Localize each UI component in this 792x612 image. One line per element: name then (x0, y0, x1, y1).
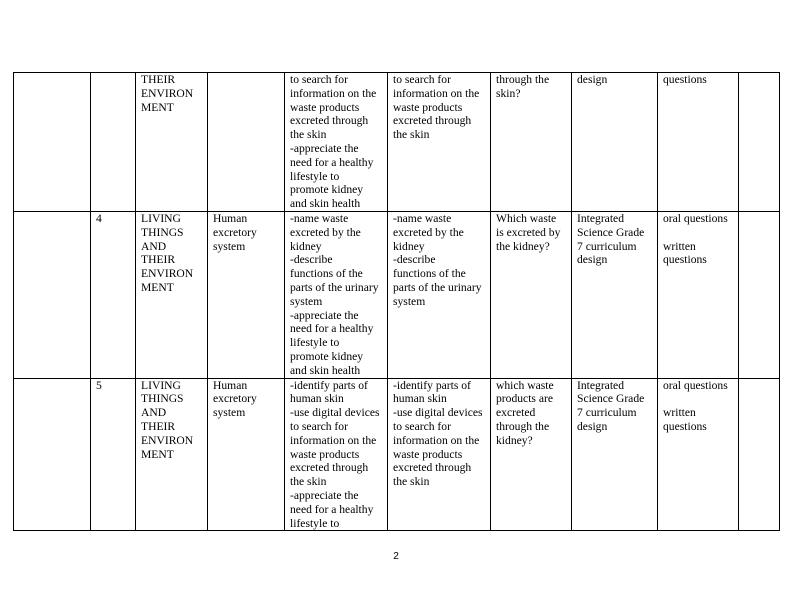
sub-strand-cell: Human excretory system (208, 211, 285, 378)
assessment-cell: questions (658, 73, 739, 212)
week-cell (14, 378, 91, 531)
learning-experiences-cell: to search for information on the waste products excreted through the skin (388, 73, 491, 212)
inquiry-question-cell: through the skin? (491, 73, 572, 212)
table-row (14, 378, 780, 531)
resources-cell: Integrated Science Grade 7 curriculum design (572, 378, 658, 531)
week-cell (14, 73, 91, 212)
sub-strand-cell (208, 73, 285, 212)
resources-cell: design (572, 73, 658, 212)
remarks-cell (739, 73, 780, 212)
learning-experiences-cell: -identify parts of human skin -use digital devices to search for information on the waste products excreted through the skin (388, 378, 491, 531)
learning-outcomes-cell: -identify parts of human skin -use digital devices to search for information on the waste products excreted through the skin -appreciate the need for a healthy lifestyle to (285, 378, 388, 531)
week-cell (14, 211, 91, 378)
table-row (14, 211, 780, 378)
lesson-cell: 4 (91, 211, 136, 378)
learning-outcomes-cell: to search for information on the waste products excreted through the skin -appreciate the need for a healthy lifestyle to promote kidney and skin health (285, 73, 388, 212)
page-number: 2 (393, 551, 399, 562)
lesson-cell (91, 73, 136, 212)
strand-cell: LIVING THINGS AND THEIR ENVIRON MENT (136, 378, 208, 531)
sub-strand-cell: Human excretory system (208, 378, 285, 531)
lesson-cell: 5 (91, 378, 136, 531)
assessment-cell: oral questions written questions (658, 378, 739, 531)
remarks-cell (739, 378, 780, 531)
resources-cell: Integrated Science Grade 7 curriculum design (572, 211, 658, 378)
strand-cell: LIVING THINGS AND THEIR ENVIRON MENT (136, 211, 208, 378)
scheme-of-work-table (13, 72, 780, 531)
table-row (14, 73, 780, 212)
learning-outcomes-cell: -name waste excreted by the kidney -describe functions of the parts of the urinary system -appreciate the need for a healthy lifestyle to promote kidney and skin health (285, 211, 388, 378)
strand-cell: THEIR ENVIRON MENT (136, 73, 208, 212)
inquiry-question-cell: which waste products are excreted through the kidney? (491, 378, 572, 531)
inquiry-question-cell: Which waste is excreted by the kidney? (491, 211, 572, 378)
assessment-cell: oral questions written questions (658, 211, 739, 378)
learning-experiences-cell: -name waste excreted by the kidney -describe functions of the parts of the urinary system (388, 211, 491, 378)
remarks-cell (739, 211, 780, 378)
